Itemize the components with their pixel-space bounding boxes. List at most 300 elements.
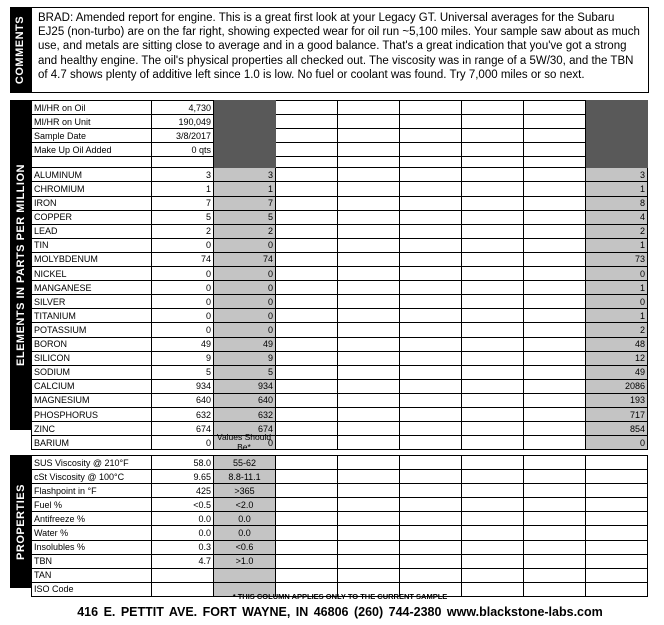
empty-cell bbox=[276, 224, 338, 238]
column-footnote bbox=[150, 592, 530, 603]
empty-cell bbox=[338, 526, 400, 540]
element-name: MAGNESIUM bbox=[32, 393, 152, 407]
empty-cell bbox=[338, 554, 400, 568]
element-unit-average: 49 bbox=[214, 337, 276, 351]
element-unit-average: 1 bbox=[214, 182, 276, 196]
empty-cell bbox=[462, 351, 524, 365]
empty-cell bbox=[524, 540, 586, 554]
empty-cell bbox=[276, 143, 338, 157]
spacer-cell bbox=[214, 157, 276, 168]
empty-cell bbox=[400, 196, 462, 210]
element-row bbox=[32, 379, 648, 393]
empty-cell bbox=[338, 540, 400, 554]
empty-cell bbox=[276, 210, 338, 224]
property-value bbox=[152, 568, 214, 582]
unit-header-cell bbox=[214, 143, 276, 157]
empty-cell bbox=[276, 252, 338, 266]
element-value: 1 bbox=[152, 182, 214, 196]
empty-cell bbox=[400, 182, 462, 196]
empty-cell bbox=[400, 143, 462, 157]
empty-cell bbox=[338, 252, 400, 266]
empty-cell bbox=[462, 407, 524, 421]
element-unit-average: 674 bbox=[214, 422, 276, 436]
element-row bbox=[32, 422, 648, 436]
element-value: 674 bbox=[152, 422, 214, 436]
sample-info-label: MI/HR on Unit bbox=[32, 115, 152, 129]
property-name: Antifreeze % bbox=[32, 512, 152, 526]
empty-cell bbox=[524, 498, 586, 512]
empty-cell bbox=[400, 393, 462, 407]
empty-cell bbox=[524, 484, 586, 498]
empty-cell bbox=[524, 129, 586, 143]
empty-cell bbox=[338, 456, 400, 470]
empty-cell bbox=[276, 512, 338, 526]
empty-cell bbox=[276, 379, 338, 393]
empty-cell bbox=[462, 168, 524, 182]
property-row bbox=[32, 568, 648, 582]
elements-label-text: ELEMENTS IN PARTS PER MILLION bbox=[14, 164, 27, 366]
empty-cell bbox=[462, 196, 524, 210]
sample-info-value: 190,049 bbox=[152, 115, 214, 129]
element-unit-average: 74 bbox=[214, 252, 276, 266]
empty-cell bbox=[462, 143, 524, 157]
element-universal-average: 48 bbox=[586, 337, 648, 351]
element-row bbox=[32, 393, 648, 407]
property-name: TBN bbox=[32, 554, 152, 568]
element-row bbox=[32, 281, 648, 295]
property-name: SUS Viscosity @ 210°F bbox=[32, 456, 152, 470]
empty-cell bbox=[462, 393, 524, 407]
element-universal-average: 2086 bbox=[586, 379, 648, 393]
empty-cell bbox=[400, 168, 462, 182]
empty-cell bbox=[276, 337, 338, 351]
elements-side-label bbox=[10, 100, 31, 430]
empty-cell bbox=[586, 498, 648, 512]
element-universal-average: 49 bbox=[586, 365, 648, 379]
element-name: MANGANESE bbox=[32, 281, 152, 295]
empty-cell bbox=[276, 295, 338, 309]
element-value: 74 bbox=[152, 252, 214, 266]
property-should-be: 0.0 bbox=[214, 526, 276, 540]
empty-cell bbox=[400, 115, 462, 129]
empty-cell bbox=[462, 323, 524, 337]
empty-cell bbox=[524, 526, 586, 540]
element-row bbox=[32, 323, 648, 337]
element-value: 640 bbox=[152, 393, 214, 407]
empty-cell bbox=[276, 115, 338, 129]
empty-cell bbox=[400, 295, 462, 309]
spacer-cell bbox=[32, 157, 152, 168]
universal-header-cell bbox=[586, 101, 648, 115]
element-name: PHOSPHORUS bbox=[32, 407, 152, 421]
empty-cell bbox=[462, 512, 524, 526]
element-unit-average: 2 bbox=[214, 224, 276, 238]
empty-cell bbox=[276, 484, 338, 498]
property-row bbox=[32, 470, 648, 484]
element-name: BORON bbox=[32, 337, 152, 351]
empty-cell bbox=[462, 182, 524, 196]
element-unit-average: 0 bbox=[214, 309, 276, 323]
sample-info-value: 4,730 bbox=[152, 101, 214, 115]
element-unit-average: 934 bbox=[214, 379, 276, 393]
empty-cell bbox=[462, 129, 524, 143]
element-value: 5 bbox=[152, 365, 214, 379]
empty-cell bbox=[338, 210, 400, 224]
element-value: 0 bbox=[152, 281, 214, 295]
element-row bbox=[32, 252, 648, 266]
element-unit-average: 0 bbox=[214, 238, 276, 252]
property-row bbox=[32, 484, 648, 498]
empty-cell bbox=[462, 252, 524, 266]
unit-header-cell bbox=[214, 101, 276, 115]
comments-box bbox=[31, 7, 649, 93]
empty-cell bbox=[586, 484, 648, 498]
element-unit-average: 3 bbox=[214, 168, 276, 182]
empty-cell bbox=[276, 267, 338, 281]
property-value: 4.7 bbox=[152, 554, 214, 568]
empty-cell bbox=[400, 456, 462, 470]
element-row bbox=[32, 309, 648, 323]
sample-info-label: Sample Date bbox=[32, 129, 152, 143]
spacer-cell bbox=[400, 157, 462, 168]
empty-cell bbox=[524, 456, 586, 470]
empty-cell bbox=[462, 281, 524, 295]
empty-cell bbox=[276, 540, 338, 554]
empty-cell bbox=[276, 309, 338, 323]
empty-cell bbox=[400, 252, 462, 266]
empty-cell bbox=[400, 422, 462, 436]
element-row bbox=[32, 365, 648, 379]
element-row bbox=[32, 168, 648, 182]
property-should-be: >365 bbox=[214, 484, 276, 498]
empty-cell bbox=[524, 470, 586, 484]
element-unit-average: 0 bbox=[214, 267, 276, 281]
empty-cell bbox=[338, 470, 400, 484]
element-row bbox=[32, 351, 648, 365]
element-value: 7 bbox=[152, 196, 214, 210]
empty-cell bbox=[462, 238, 524, 252]
empty-cell bbox=[338, 407, 400, 421]
sample-info-row bbox=[32, 115, 648, 129]
element-name: SILVER bbox=[32, 295, 152, 309]
empty-cell bbox=[276, 351, 338, 365]
empty-cell bbox=[400, 224, 462, 238]
element-name: ALUMINUM bbox=[32, 168, 152, 182]
element-universal-average: 3 bbox=[586, 168, 648, 182]
empty-cell bbox=[400, 568, 462, 582]
empty-cell bbox=[400, 129, 462, 143]
empty-cell bbox=[276, 568, 338, 582]
empty-cell bbox=[524, 568, 586, 582]
empty-cell bbox=[400, 526, 462, 540]
element-name: MOLYBDENUM bbox=[32, 252, 152, 266]
values-should-be-text: Values Should Be* bbox=[216, 432, 272, 452]
property-name: Insolubles % bbox=[32, 540, 152, 554]
empty-cell bbox=[338, 143, 400, 157]
element-row bbox=[32, 196, 648, 210]
empty-cell bbox=[400, 365, 462, 379]
property-value: 0.0 bbox=[152, 526, 214, 540]
empty-cell bbox=[462, 210, 524, 224]
empty-cell bbox=[338, 365, 400, 379]
spacer-cell bbox=[586, 157, 648, 168]
element-row bbox=[32, 210, 648, 224]
empty-cell bbox=[586, 470, 648, 484]
unit-header-cell bbox=[214, 115, 276, 129]
element-universal-average: 1 bbox=[586, 309, 648, 323]
empty-cell bbox=[338, 379, 400, 393]
empty-cell bbox=[400, 407, 462, 421]
element-unit-average: 5 bbox=[214, 210, 276, 224]
element-universal-average: 4 bbox=[586, 210, 648, 224]
element-unit-average: 0 bbox=[214, 436, 276, 450]
empty-cell bbox=[524, 196, 586, 210]
property-value: 425 bbox=[152, 484, 214, 498]
element-universal-average: 0 bbox=[586, 436, 648, 450]
empty-cell bbox=[524, 422, 586, 436]
empty-cell bbox=[462, 554, 524, 568]
empty-cell bbox=[524, 393, 586, 407]
empty-cell bbox=[338, 182, 400, 196]
empty-cell bbox=[338, 484, 400, 498]
element-value: 9 bbox=[152, 351, 214, 365]
property-should-be bbox=[214, 568, 276, 582]
element-name: SODIUM bbox=[32, 365, 152, 379]
property-row bbox=[32, 540, 648, 554]
empty-cell bbox=[338, 101, 400, 115]
empty-cell bbox=[462, 436, 524, 450]
empty-cell bbox=[276, 182, 338, 196]
empty-cell bbox=[400, 484, 462, 498]
element-row bbox=[32, 295, 648, 309]
element-universal-average: 8 bbox=[586, 196, 648, 210]
empty-cell bbox=[462, 526, 524, 540]
empty-cell bbox=[462, 115, 524, 129]
empty-cell bbox=[524, 143, 586, 157]
element-name: TITANIUM bbox=[32, 309, 152, 323]
empty-cell bbox=[586, 512, 648, 526]
empty-cell bbox=[276, 393, 338, 407]
empty-cell bbox=[524, 365, 586, 379]
property-row bbox=[32, 498, 648, 512]
empty-cell bbox=[524, 407, 586, 421]
empty-cell bbox=[524, 267, 586, 281]
empty-cell bbox=[524, 323, 586, 337]
empty-cell bbox=[400, 351, 462, 365]
element-name: IRON bbox=[32, 196, 152, 210]
empty-cell bbox=[400, 512, 462, 526]
empty-cell bbox=[338, 115, 400, 129]
empty-cell bbox=[400, 210, 462, 224]
empty-cell bbox=[462, 267, 524, 281]
element-row bbox=[32, 224, 648, 238]
element-name: ZINC bbox=[32, 422, 152, 436]
empty-cell bbox=[400, 470, 462, 484]
sample-info-row bbox=[32, 143, 648, 157]
empty-cell bbox=[338, 323, 400, 337]
empty-cell bbox=[400, 323, 462, 337]
sample-info-label: MI/HR on Oil bbox=[32, 101, 152, 115]
empty-cell bbox=[338, 436, 400, 450]
element-unit-average: 0 bbox=[214, 295, 276, 309]
empty-cell bbox=[276, 422, 338, 436]
empty-cell bbox=[586, 526, 648, 540]
empty-cell bbox=[524, 512, 586, 526]
empty-cell bbox=[276, 365, 338, 379]
empty-cell bbox=[276, 196, 338, 210]
empty-cell bbox=[462, 379, 524, 393]
element-row bbox=[32, 182, 648, 196]
empty-cell bbox=[462, 422, 524, 436]
empty-cell bbox=[524, 554, 586, 568]
empty-cell bbox=[462, 295, 524, 309]
empty-cell bbox=[276, 498, 338, 512]
property-should-be: <0.6 bbox=[214, 540, 276, 554]
element-value: 49 bbox=[152, 337, 214, 351]
empty-cell bbox=[338, 129, 400, 143]
address-text: 416 E. PETTIT AVE. FORT WAYNE, IN 46806 (260) 744-2380 www.blackstone-labs.com bbox=[77, 605, 603, 619]
element-unit-average: 0 bbox=[214, 323, 276, 337]
empty-cell bbox=[524, 281, 586, 295]
element-row bbox=[32, 267, 648, 281]
universal-header-cell bbox=[586, 129, 648, 143]
element-row bbox=[32, 407, 648, 421]
empty-cell bbox=[524, 252, 586, 266]
element-unit-average: 9 bbox=[214, 351, 276, 365]
lab-address bbox=[30, 605, 650, 621]
empty-cell bbox=[400, 436, 462, 450]
spacer-cell bbox=[338, 157, 400, 168]
property-name: Flashpoint in °F bbox=[32, 484, 152, 498]
empty-cell bbox=[524, 582, 586, 596]
empty-cell bbox=[462, 224, 524, 238]
spacer-cell bbox=[152, 157, 214, 168]
empty-cell bbox=[338, 351, 400, 365]
empty-cell bbox=[462, 309, 524, 323]
empty-cell bbox=[462, 484, 524, 498]
element-universal-average: 0 bbox=[586, 295, 648, 309]
elements-table bbox=[31, 100, 648, 450]
empty-cell bbox=[276, 281, 338, 295]
empty-cell bbox=[276, 456, 338, 470]
empty-cell bbox=[338, 337, 400, 351]
element-universal-average: 73 bbox=[586, 252, 648, 266]
element-value: 0 bbox=[152, 238, 214, 252]
property-should-be: 8.8-11.1 bbox=[214, 470, 276, 484]
empty-cell bbox=[400, 267, 462, 281]
empty-cell bbox=[524, 168, 586, 182]
empty-cell bbox=[276, 526, 338, 540]
spacer-cell bbox=[524, 157, 586, 168]
empty-cell bbox=[338, 309, 400, 323]
properties-side-label bbox=[10, 455, 31, 588]
footnote-text: * THIS COLUMN APPLIES ONLY TO THE CURRENT SAMPLE bbox=[232, 592, 448, 601]
empty-cell bbox=[338, 498, 400, 512]
property-value: 0.3 bbox=[152, 540, 214, 554]
empty-cell bbox=[338, 422, 400, 436]
empty-cell bbox=[586, 540, 648, 554]
element-universal-average: 1 bbox=[586, 238, 648, 252]
element-name: CHROMIUM bbox=[32, 182, 152, 196]
empty-cell bbox=[462, 568, 524, 582]
property-value: 9.65 bbox=[152, 470, 214, 484]
empty-cell bbox=[276, 554, 338, 568]
empty-cell bbox=[400, 379, 462, 393]
unit-header-cell bbox=[214, 129, 276, 143]
empty-cell bbox=[524, 101, 586, 115]
empty-cell bbox=[586, 554, 648, 568]
element-universal-average: 193 bbox=[586, 393, 648, 407]
empty-cell bbox=[524, 309, 586, 323]
element-value: 0 bbox=[152, 309, 214, 323]
sample-info-row bbox=[32, 101, 648, 115]
empty-cell bbox=[400, 101, 462, 115]
element-unit-average: 632 bbox=[214, 407, 276, 421]
element-name: TIN bbox=[32, 238, 152, 252]
property-row bbox=[32, 554, 648, 568]
empty-cell bbox=[338, 224, 400, 238]
sample-info-label: Make Up Oil Added bbox=[32, 143, 152, 157]
element-value: 632 bbox=[152, 407, 214, 421]
properties-table bbox=[31, 455, 648, 597]
empty-cell bbox=[276, 436, 338, 450]
element-universal-average: 0 bbox=[586, 267, 648, 281]
empty-cell bbox=[462, 101, 524, 115]
element-value: 0 bbox=[152, 295, 214, 309]
element-universal-average: 717 bbox=[586, 407, 648, 421]
spacer-row bbox=[32, 157, 648, 168]
empty-cell bbox=[338, 267, 400, 281]
empty-cell bbox=[400, 309, 462, 323]
element-universal-average: 2 bbox=[586, 224, 648, 238]
empty-cell bbox=[276, 470, 338, 484]
sample-info-value: 0 qts bbox=[152, 143, 214, 157]
empty-cell bbox=[524, 351, 586, 365]
values-should-be-header bbox=[213, 432, 275, 454]
element-name: NICKEL bbox=[32, 267, 152, 281]
element-row bbox=[32, 436, 648, 450]
element-value: 934 bbox=[152, 379, 214, 393]
element-universal-average: 1 bbox=[586, 182, 648, 196]
empty-cell bbox=[338, 568, 400, 582]
property-should-be: 55-62 bbox=[214, 456, 276, 470]
empty-cell bbox=[462, 498, 524, 512]
empty-cell bbox=[338, 168, 400, 182]
empty-cell bbox=[338, 393, 400, 407]
property-name: Fuel % bbox=[32, 498, 152, 512]
empty-cell bbox=[400, 337, 462, 351]
empty-cell bbox=[524, 295, 586, 309]
empty-cell bbox=[586, 582, 648, 596]
empty-cell bbox=[338, 281, 400, 295]
comments-side-label bbox=[10, 7, 31, 93]
property-name: TAN bbox=[32, 568, 152, 582]
empty-cell bbox=[462, 456, 524, 470]
property-name: Water % bbox=[32, 526, 152, 540]
element-name: COPPER bbox=[32, 210, 152, 224]
comments-text: BRAD: Amended report for engine. This is a great first look at your Legacy GT. Universal averages for the Subaru EJ25 (non-turbo) are on the far right, showing expected wear for oil run ~5,100 miles. Your sample saw about as much use, and metals are sitting close to average and in a good balance. That's a great indication that you've got a strong and healthy engine. The oil's physical properties all checked out. The viscosity was in range of a 5W/30, and the TBN of 4.7 shows plenty of additive left since 1.0 is low. No fuel or coolant was found. Try 7,000 miles or so next. bbox=[38, 12, 640, 81]
element-value: 0 bbox=[152, 323, 214, 337]
empty-cell bbox=[462, 337, 524, 351]
property-value: <0.5 bbox=[152, 498, 214, 512]
property-row bbox=[32, 512, 648, 526]
element-unit-average: 5 bbox=[214, 365, 276, 379]
property-value: 0.0 bbox=[152, 512, 214, 526]
empty-cell bbox=[400, 238, 462, 252]
empty-cell bbox=[400, 540, 462, 554]
element-unit-average: 7 bbox=[214, 196, 276, 210]
property-name: cSt Viscosity @ 100°C bbox=[32, 470, 152, 484]
